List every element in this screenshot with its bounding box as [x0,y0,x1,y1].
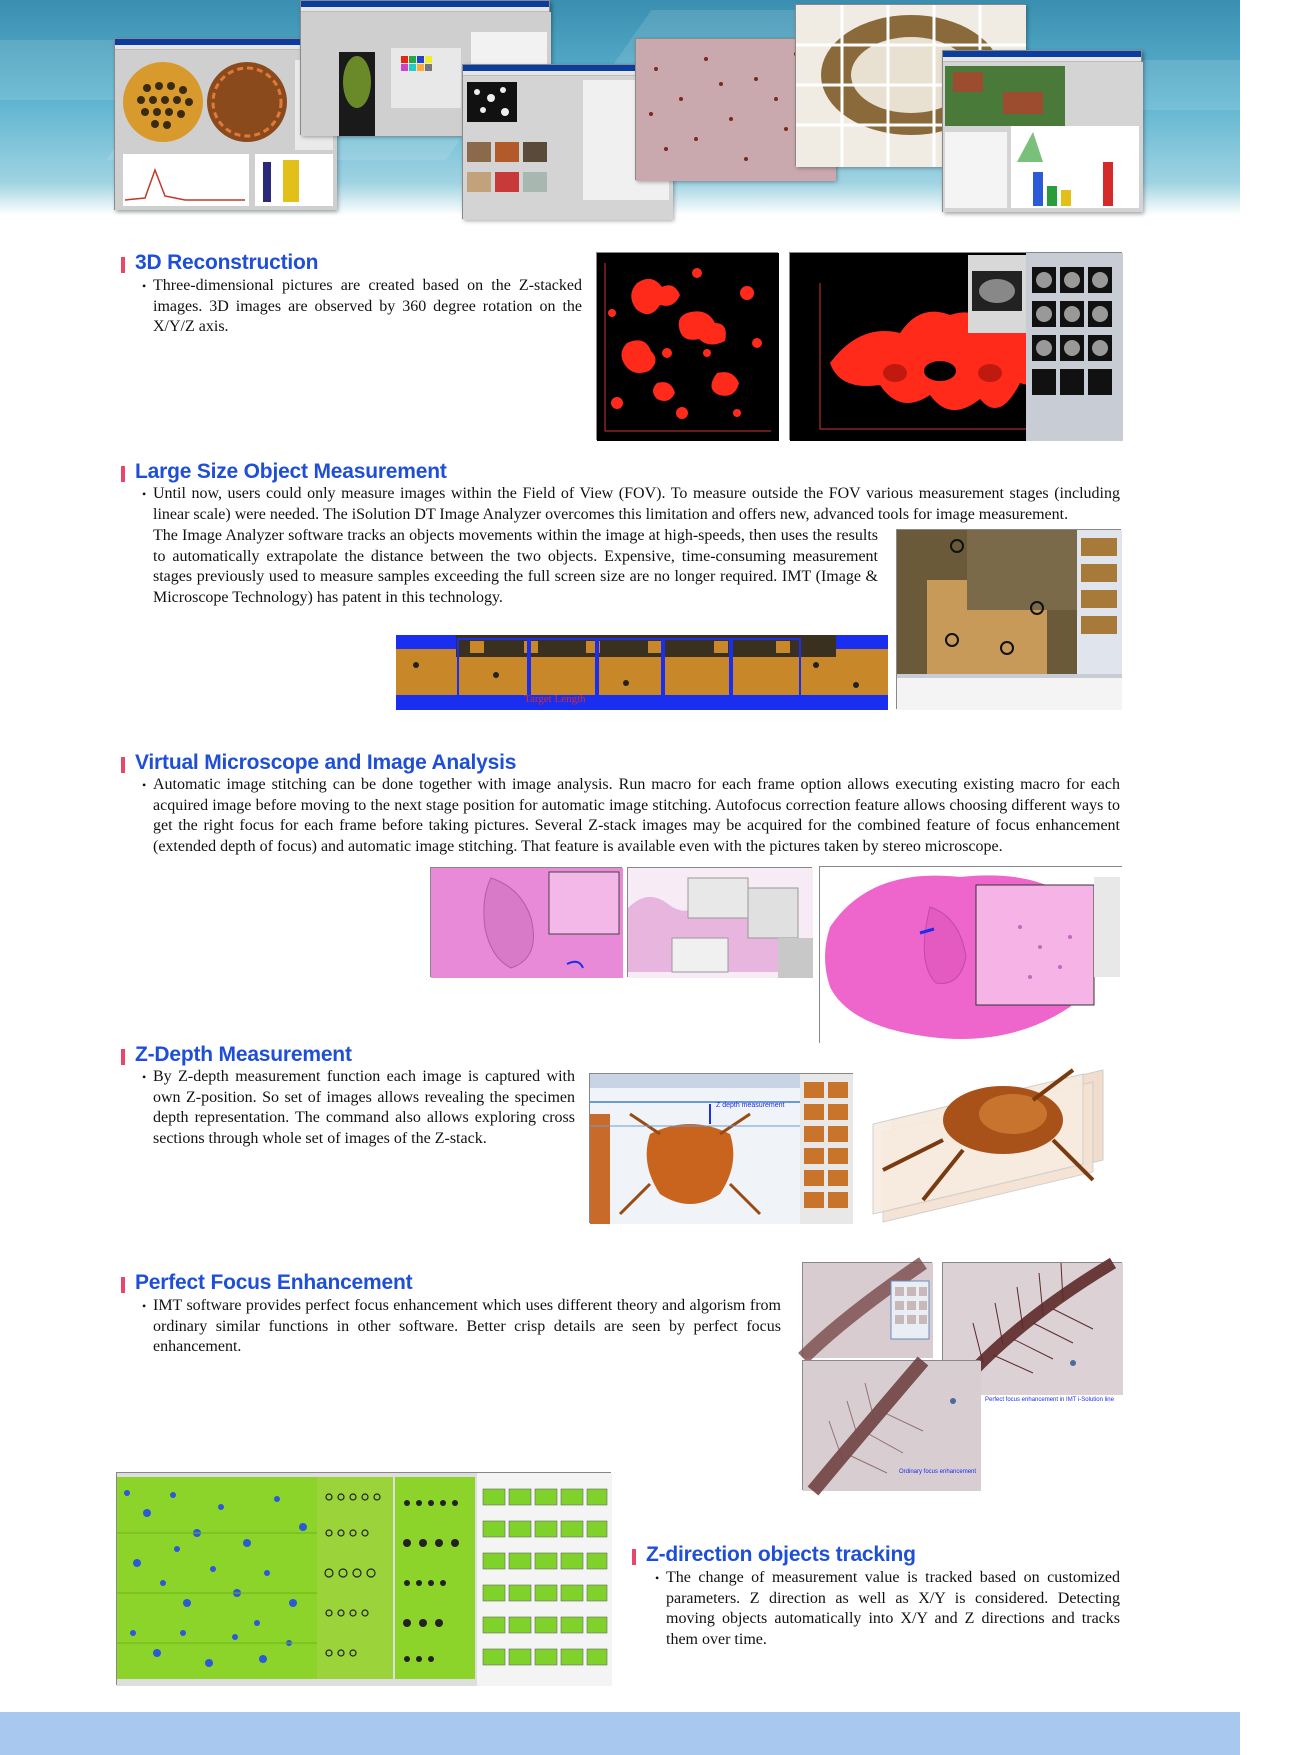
tissue-analysis-dialog-image [627,867,812,977]
reconstruction-pelvis-screenshot [789,252,1122,440]
z-depth-screenshot [589,1073,853,1223]
z-depth-label: Z depth measurement [716,1102,785,1109]
focus-caption-enhanced: Perfect focus enhancement in IMT i-Solution line [985,1397,1114,1403]
section-title-large-size: Large Size Object Measurement [135,460,447,483]
focus-caption-ordinary: Ordinary focus enhancement [899,1469,977,1475]
tissue-stitching-image [430,867,622,977]
section-title-z-depth: Z-Depth Measurement [135,1043,352,1066]
section-body-z-direction-tracking: • The change of measurement value is tracked based on customized parameters. Z direction as well as X/Y is considered. Detecting moving objects automatically into X/Y and Z directions and tracks them over time. [666,1568,1120,1651]
section-body-large-size-continued: The Image Analyzer software tracks an objects movements within the image at high-speeds, then uses the results to automatically extrapolate the distance between the two objects. Expensive, time-consuming measurement stages previously used to measure samples exceeding the full screen size are no longer required. IMT (Image & Microscope Technology) has patent in this technology. [153,527,878,607]
section-title-3d-reconstruction: 3D Reconstruction [135,251,319,274]
section-body-z-depth: • By Z-depth measurement function each image is captured with own Z-position. So set of images allows revealing the specimen depth representation. The command also allows exploring cross sections through whole set of images of the Z-stack. [153,1067,575,1150]
section-body-perfect-focus: • IMT software provides perfect focus enhancement which uses different theory and algorism from ordinary similar functions in other software. Better crisp details are seen by perfect focus enhancement. [153,1296,781,1358]
target-length-label: Target Length [524,693,586,705]
brain-section-stitched-image [819,866,1122,1043]
focus-ordinary-image [802,1360,980,1490]
section-title-virtual-microscope: Virtual Microscope and Image Analysis [135,751,517,774]
section-title-z-direction-tracking: Z-direction objects tracking [646,1543,916,1566]
section-body-large-size: • Until now, users could only measure images within the Field of View (FOV). To measure outside the FOV various measurement stages (including linear scale) were needed. The iSolution DT Image Analyzer overcomes this limitation and offers new, advanced tools for image measurement. [153,484,1120,525]
reconstruction-3d-image [596,252,778,440]
z-stack-layers-image [853,1070,1123,1225]
software-screenshot [942,50,1142,212]
section-body-virtual-microscope: • Automatic image stitching can be done together with image analysis. Run macro for each frame option allows executing existing macro for each acquired image before moving to the next stage position for automatic image stitching. Autofocus correction feature allows choosing different ways to get the right focus for each frame before taking pictures. Several Z-stack images may be acquired for the combined feature of focus enhancement (extended depth of focus) and automatic image stitching. That feature is available even with the pictures taken by stereo microscope. [153,775,1120,858]
target-length-strip-image [396,635,888,710]
section-body-3d-reconstruction: • Three-dimensional pictures are created based on the Z-stacked images. 3D images are observed by 360 degree rotation on the X/Y/Z axis. [153,276,582,338]
section-title-perfect-focus: Perfect Focus Enhancement [135,1271,413,1294]
focus-stack-screenshot [802,1262,932,1357]
footer-bar [0,1712,1240,1755]
z-tracking-screenshots [116,1472,611,1685]
header-banner [0,0,1240,215]
large-object-screenshot [896,529,1121,709]
